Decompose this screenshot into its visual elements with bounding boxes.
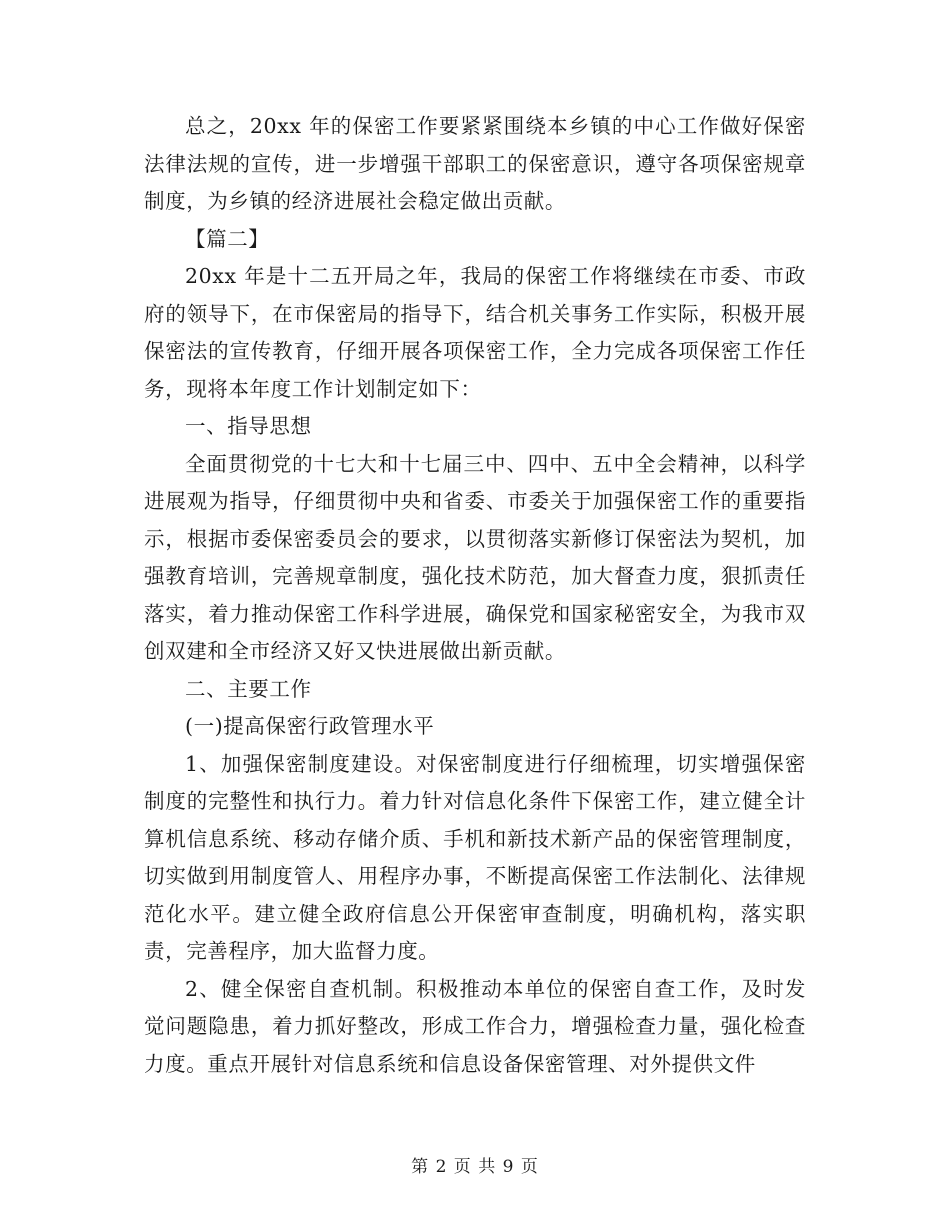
heading-guiding-ideology: 一、指导思想 — [185, 414, 312, 438]
paragraph-system-building: 1、加强保密制度建设。对保密制度进行仔细梳理，切实增强保密制度的完整性和执行力。着力针对信息化条件下保密工作，建立健全计算机信息系统、移动存储介质、手机和新技术新产品的保密管理制度，切实做到用制度管人、用程序办事，不断提高保密工作法制化、法律规范化水平。建立健全政府信息公开保密审查制度，明确机构，落实职责，完善程序，加大监督力度。 — [144, 751, 806, 963]
section-heading-part-two: 【篇二】 — [185, 226, 270, 251]
paragraph-conclusion: 总之，20xx 年的保密工作要紧紧围绕本乡镇的中心工作做好保密法律法规的宣传，进一步增强干部职工的保密意识，遵守各项保密规章制度，为乡镇的经济进展社会稳定做出贡献。 — [144, 114, 806, 213]
page-number-footer: 第 2 页 共 9 页 — [411, 1157, 539, 1177]
paragraph-self-inspection: 2、健全保密自查机制。积极推动本单位的保密自查工作，及时发觉问题隐患，着力抓好整改，形成工作合力，增强检查力量，强化检查力度。重点开展针对信息系统和信息设备保密管理、对外提供文件 — [144, 976, 806, 1076]
subheading-admin-level: (一)提高保密行政管理水平 — [185, 714, 435, 738]
document-body — [144, 108, 806, 1083]
paragraph-guiding-ideology: 全面贯彻党的十七大和十七届三中、四中、五中全会精神，以科学进展观为指导，仔细贯彻中央和省委、市委关于加强保密工作的重要指示，根据市委保密委员会的要求，以贯彻落实新修订保密法为契机，加强教育培训，完善规章制度，强化技术防范，加大督查力度，狠抓责任落实，着力推动保密工作科学进展，确保党和国家秘密安全，为我市双创双建和全市经济又好又快进展做出新贡献。 — [144, 451, 806, 663]
paragraph-intro: 20xx 年是十二五开局之年，我局的保密工作将继续在市委、市政府的领导下，在市保密局的指导下，结合机关事务工作实际，积极开展保密法的宣传教育，仔细开展各项保密工作，全力完成各项保密工作任务，现将本年度工作计划制定如下： — [144, 264, 806, 401]
heading-main-work: 二、主要工作 — [185, 676, 312, 701]
